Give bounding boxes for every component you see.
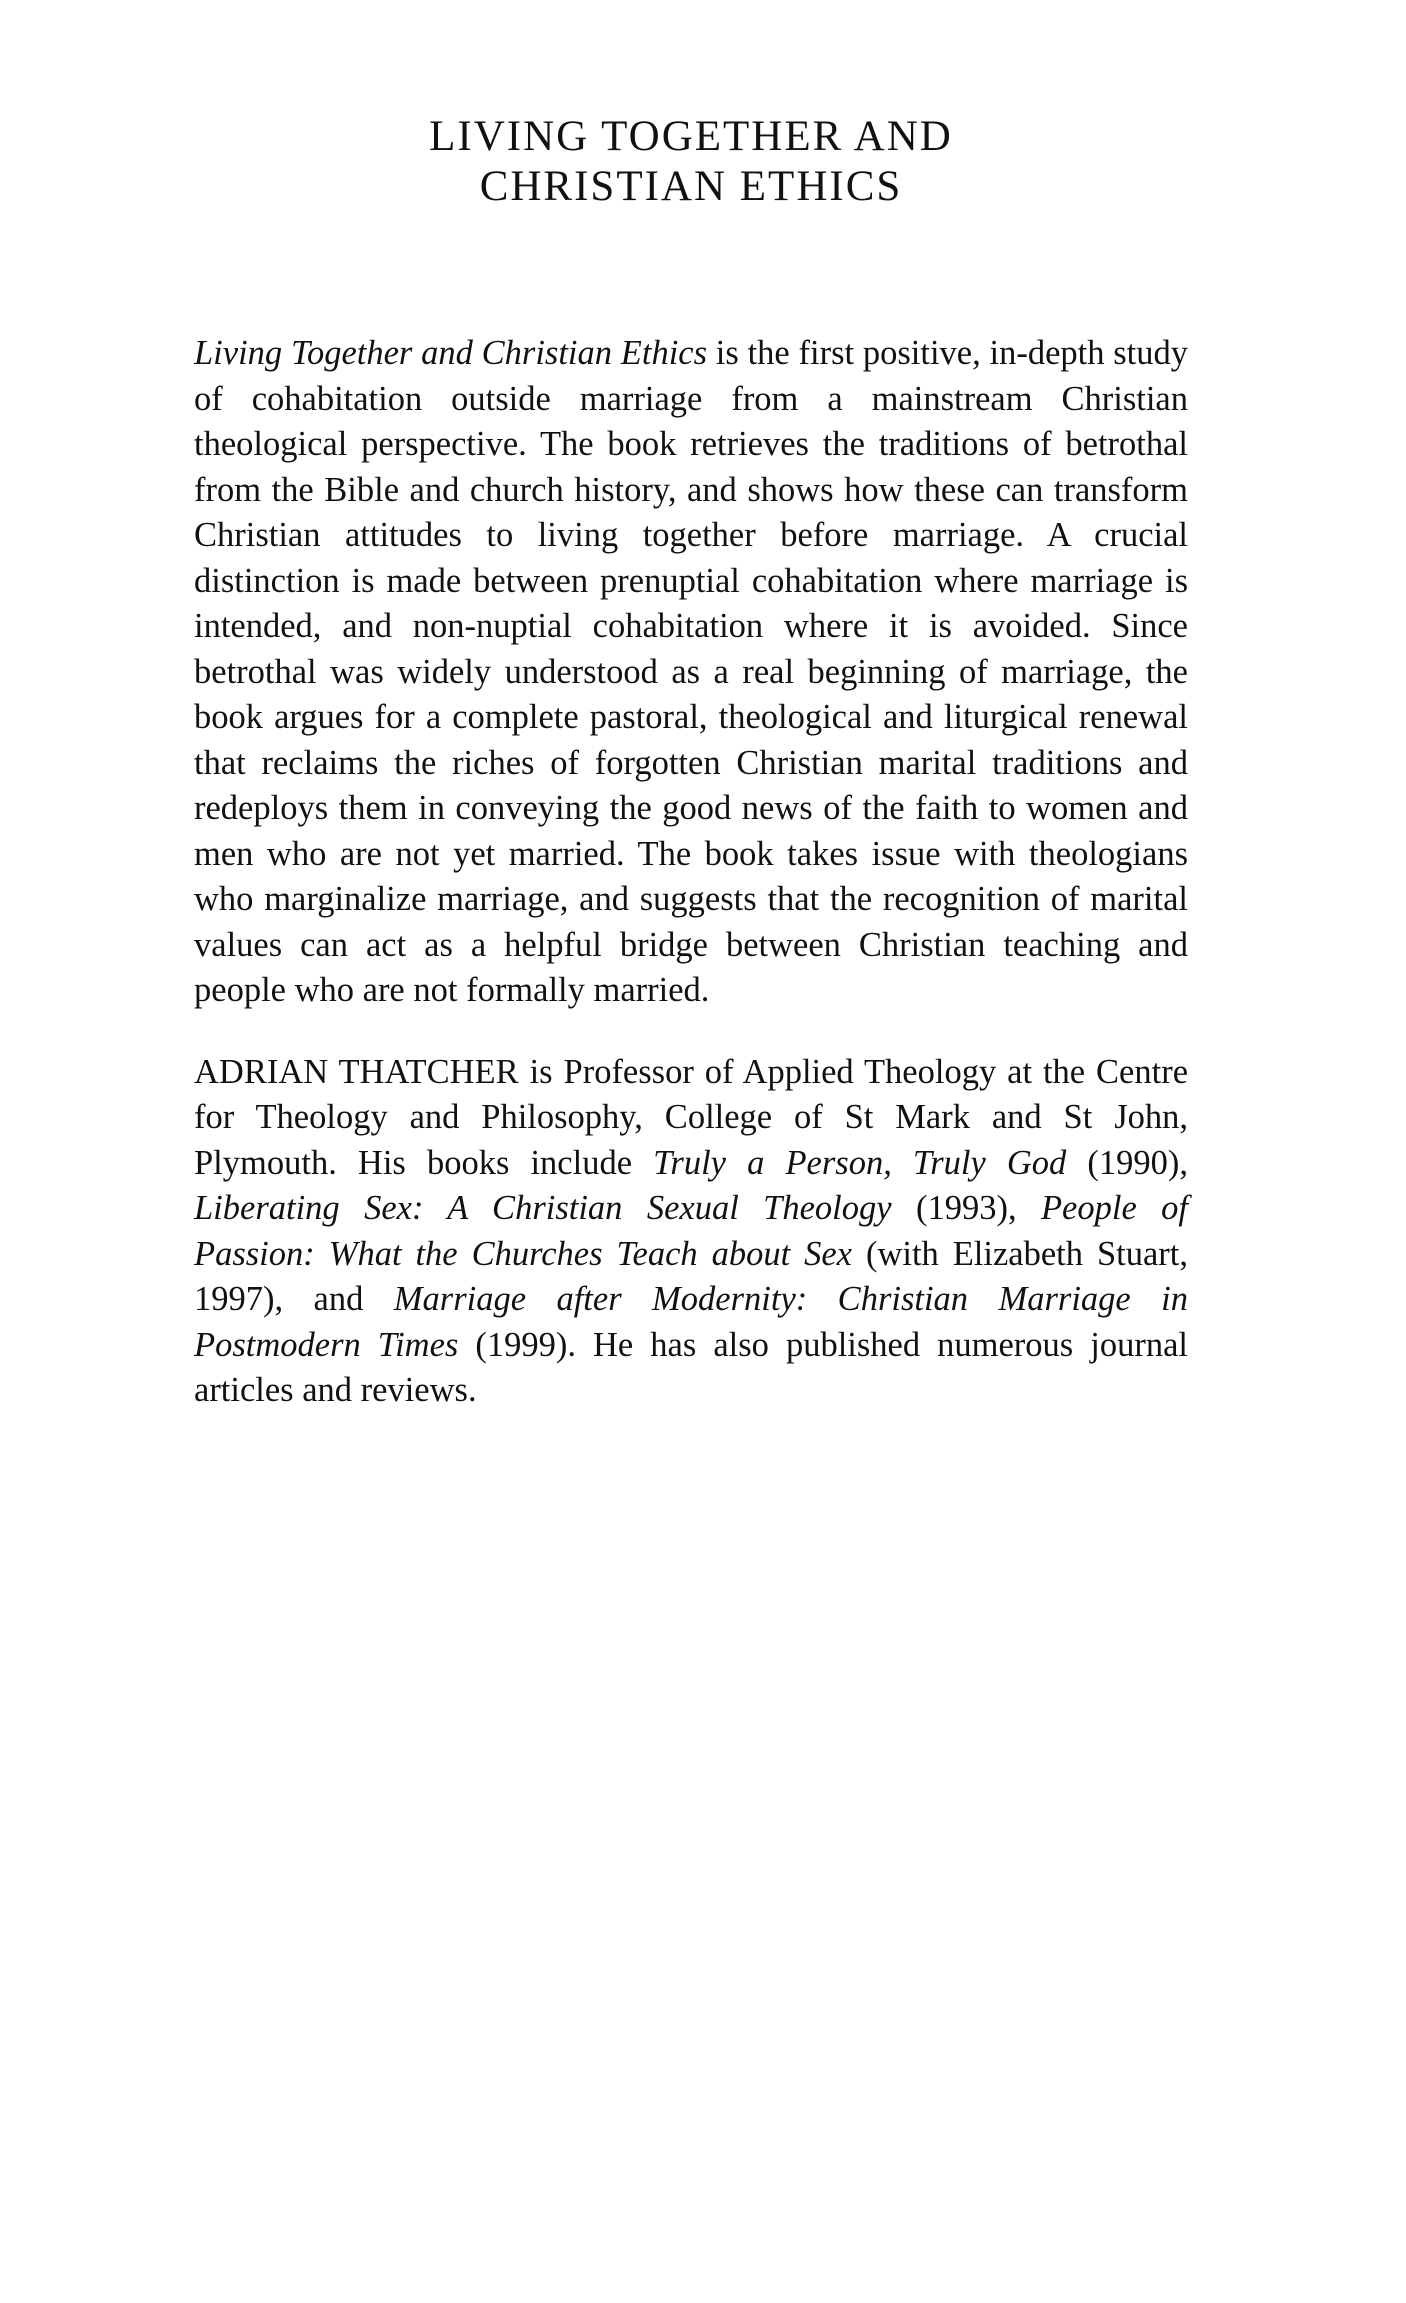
bio-text-5: (1999). He has also published numerous journal articles and reviews. bbox=[194, 1325, 1188, 1409]
title-line-2: CHRISTIAN ETHICS bbox=[479, 163, 903, 210]
author-bio bbox=[194, 1050, 1188, 1414]
page-title bbox=[194, 112, 1188, 212]
bio-text-4: (with Elizabeth Stuart, 1997), and bbox=[194, 1234, 1188, 1318]
book-title-4: Marriage after Modernity: Christian Marriage in Postmodern Times bbox=[194, 1280, 1188, 1364]
author-name: ADRIAN THATCHER bbox=[194, 1052, 519, 1091]
book-description-text: is the first positive, in-depth study of cohabitation outside marriage from a mainstream Christian theological perspective. The book retrieves the traditions of betrothal from the Bible and church history, and shows how these can transform Christian attitudes to living together before marriage. A crucial distinction is made between prenuptial cohabitation where marriage is intended, and non-nuptial cohabitation where it is avoided. Since betrothal was widely understood as a real beginning of marriage, the book argues for a complete pastoral, theological and liturgical renewal that reclaims the riches of forgotten Christian marital traditions and redeploys them in conveying the good news of the faith to women and men who are not yet married. The book takes issue with theologians who marginalize marriage, and suggests that the recognition of marital values can act as a helpful bridge between Christian teaching and people who are not formally married. bbox=[194, 334, 1188, 1009]
book-title-italic: Living Together and Christian Ethics bbox=[194, 334, 708, 372]
bio-text-2: (1990), bbox=[1066, 1143, 1189, 1182]
book-title-1: Truly a Person, Truly God bbox=[653, 1143, 1067, 1182]
bio-text-3: (1993), bbox=[891, 1189, 1041, 1227]
bio-text-1: is Professor of Applied Theology at the Centre for Theology and Philosophy, College of St Mark and St John, Plymouth. His books include bbox=[194, 1052, 1189, 1182]
book-title-3: People of Passion: What the Churches Teach about Sex bbox=[194, 1189, 1188, 1273]
book-title-2: Liberating Sex: A Christian Sexual Theology bbox=[194, 1189, 892, 1227]
title-line-1: LIVING TOGETHER AND bbox=[429, 113, 953, 160]
page-content bbox=[194, 112, 1188, 1414]
book-description bbox=[194, 331, 1188, 1014]
